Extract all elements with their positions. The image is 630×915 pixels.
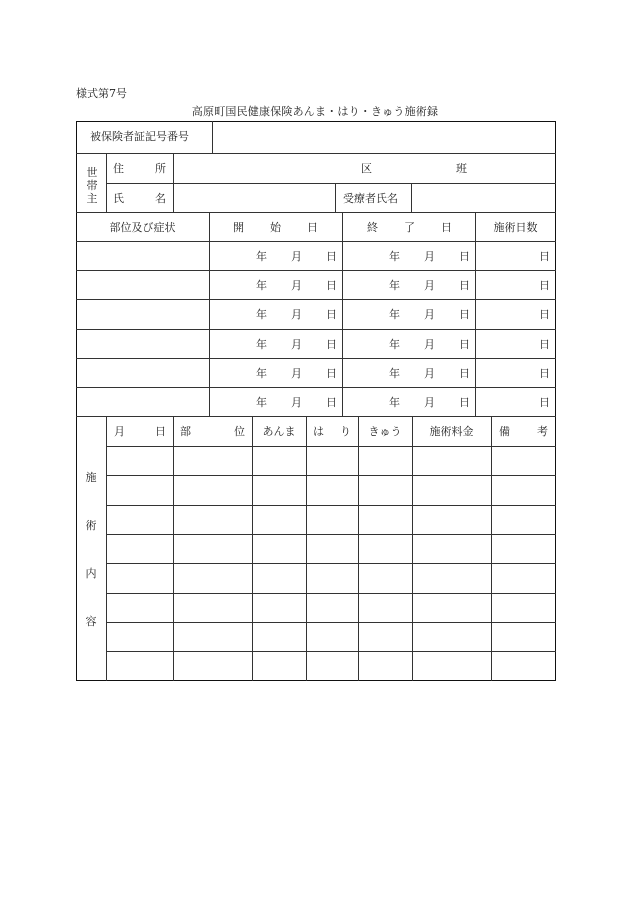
treatment-cell[interactable] [307, 447, 357, 474]
insured-number-label: 被保険者証記号番号 [90, 130, 189, 143]
end-date-header [367, 222, 452, 233]
treatment-cell[interactable] [359, 652, 411, 680]
start-date-header-char: 開 [233, 221, 244, 234]
treatment-cell[interactable] [253, 506, 305, 533]
end-year-unit: 年 [389, 308, 400, 321]
end-day-unit: 日 [459, 308, 470, 321]
rule-vertical [106, 153, 107, 212]
fee-header: 施術料金 [429, 425, 474, 438]
rule-vertical [335, 183, 336, 212]
rule-vertical [475, 212, 476, 416]
start-day-unit: 日 [326, 250, 337, 263]
householder-label: 世 [86, 166, 98, 179]
treatment-cell[interactable] [174, 564, 251, 592]
start-year-unit: 年 [256, 250, 267, 263]
start-date-header-char: 始 [270, 221, 281, 234]
start-day-unit: 日 [326, 279, 337, 292]
treatment-cell[interactable] [359, 594, 411, 621]
end-date-header-char: 終 [367, 221, 378, 234]
month-day-header-char: 日 [155, 425, 166, 438]
treatment-cell[interactable] [253, 652, 305, 680]
treatment-cell[interactable] [307, 535, 357, 562]
start-date-header [233, 222, 318, 233]
rule-vertical [411, 183, 412, 212]
householder-label: 帯 [86, 179, 98, 192]
start-month-unit: 月 [291, 338, 302, 351]
insured-number-field[interactable] [213, 122, 555, 152]
treatment-cell[interactable] [413, 535, 490, 562]
start-month-unit: 月 [291, 396, 302, 409]
name-label [113, 193, 166, 204]
rule-horizontal [76, 299, 556, 300]
start-day-unit: 日 [326, 367, 337, 380]
name-label-char: 氏 [113, 192, 124, 205]
month-day-header [114, 426, 166, 437]
rule-horizontal [76, 387, 556, 388]
hari-header-char: は [313, 425, 324, 438]
start-year-unit: 年 [256, 338, 267, 351]
end-day-unit: 日 [459, 338, 470, 351]
site-header-char: 位 [234, 425, 245, 438]
days-unit: 日 [539, 367, 550, 380]
end-month-unit: 月 [424, 367, 435, 380]
treatment-cell[interactable] [107, 623, 172, 650]
treatment-cell[interactable] [307, 594, 357, 621]
rule-horizontal [76, 270, 556, 271]
end-date-header-char: 日 [441, 221, 452, 234]
end-day-unit: 日 [459, 396, 470, 409]
treatment-cell[interactable] [359, 535, 411, 562]
end-day-unit: 日 [459, 367, 470, 380]
start-day-unit: 日 [326, 308, 337, 321]
treatment-cell[interactable] [492, 506, 555, 533]
treatment-content-label: 施 [85, 471, 97, 484]
end-year-unit: 年 [389, 250, 400, 263]
treatment-cell[interactable] [174, 476, 251, 504]
treatment-cell[interactable] [413, 623, 490, 650]
start-month-unit: 月 [291, 367, 302, 380]
treatment-cell[interactable] [492, 535, 555, 562]
treatment-cell[interactable] [307, 564, 357, 592]
rule-horizontal [76, 329, 556, 330]
remarks-header-char: 考 [537, 425, 548, 438]
treatment-cell[interactable] [413, 476, 490, 504]
group-label: 班 [456, 162, 467, 175]
treatment-cell[interactable] [413, 506, 490, 533]
treatment-cell[interactable] [253, 535, 305, 562]
end-month-unit: 月 [424, 338, 435, 351]
end-year-unit: 年 [389, 338, 400, 351]
treatment-cell[interactable] [253, 623, 305, 650]
treatment-cell[interactable] [359, 564, 411, 592]
treatment-cell[interactable] [107, 535, 172, 562]
anma-header: あんま [262, 425, 296, 438]
rule-horizontal [76, 241, 556, 242]
treatment-cell[interactable] [107, 564, 172, 592]
treatment-cell[interactable] [253, 447, 305, 474]
symptom-header: 部位及び症状 [109, 221, 176, 234]
ward-label: 区 [361, 162, 372, 175]
treatment-cell[interactable] [253, 564, 305, 592]
start-day-unit: 日 [326, 338, 337, 351]
treatment-cell[interactable] [492, 476, 555, 504]
treatment-cell[interactable] [307, 476, 357, 504]
rule-horizontal [76, 212, 556, 213]
end-month-unit: 月 [424, 396, 435, 409]
form-title: 高原町国民健康保険あんま・はり・きゅう施術録 [191, 105, 439, 118]
rule-horizontal [76, 358, 556, 359]
end-year-unit: 年 [389, 279, 400, 292]
treatment-days-header: 施術日数 [493, 221, 538, 234]
days-unit: 日 [539, 338, 550, 351]
treatment-cell[interactable] [174, 447, 251, 474]
treatment-cell[interactable] [359, 623, 411, 650]
end-year-unit: 年 [389, 367, 400, 380]
name-label-char: 名 [155, 192, 166, 205]
end-month-unit: 月 [424, 279, 435, 292]
treatment-cell[interactable] [107, 476, 172, 504]
householder-label: 主 [86, 192, 98, 205]
treatment-cell[interactable] [492, 447, 555, 474]
treatment-cell[interactable] [307, 623, 357, 650]
treatment-cell[interactable] [107, 652, 172, 680]
days-unit: 日 [539, 250, 550, 263]
rule-vertical [173, 153, 174, 212]
remarks-header [499, 426, 548, 437]
hari-header [313, 426, 351, 437]
treatment-cell[interactable] [359, 476, 411, 504]
treatment-cell[interactable] [107, 594, 172, 621]
kyu-header: きゅう [368, 425, 402, 438]
form-number: 様式第7号 [76, 87, 127, 100]
address-label-char: 住 [113, 162, 124, 175]
address-label [113, 163, 166, 174]
remarks-header-char: 備 [499, 425, 510, 438]
end-month-unit: 月 [424, 308, 435, 321]
site-header [180, 426, 245, 437]
start-day-unit: 日 [326, 396, 337, 409]
treatment-cell[interactable] [174, 652, 251, 680]
address-label-char: 所 [155, 162, 166, 175]
treatment-cell[interactable] [253, 476, 305, 504]
treatment-cell[interactable] [253, 594, 305, 621]
rule-horizontal [76, 153, 556, 154]
treatment-cell[interactable] [492, 564, 555, 592]
days-unit: 日 [539, 396, 550, 409]
start-month-unit: 月 [291, 308, 302, 321]
rule-vertical [209, 212, 210, 416]
treatment-cell[interactable] [492, 652, 555, 680]
start-year-unit: 年 [256, 367, 267, 380]
end-date-header-char: 了 [404, 221, 415, 234]
days-unit: 日 [539, 308, 550, 321]
start-year-unit: 年 [256, 279, 267, 292]
start-month-unit: 月 [291, 279, 302, 292]
start-year-unit: 年 [256, 308, 267, 321]
treatment-content-label: 術 [85, 519, 97, 532]
start-month-unit: 月 [291, 250, 302, 263]
treatment-cell[interactable] [174, 594, 251, 621]
treatment-cell[interactable] [107, 506, 172, 533]
month-day-header-char: 月 [114, 425, 125, 438]
end-day-unit: 日 [459, 250, 470, 263]
treatment-content-label: 内 [85, 567, 97, 580]
end-month-unit: 月 [424, 250, 435, 263]
treatment-cell[interactable] [492, 594, 555, 621]
treatment-cell[interactable] [174, 623, 251, 650]
treatment-cell[interactable] [359, 506, 411, 533]
treatment-content-label: 容 [85, 615, 97, 628]
treatment-cell[interactable] [413, 652, 490, 680]
treatment-cell[interactable] [307, 506, 357, 533]
treatment-cell[interactable] [174, 506, 251, 533]
end-day-unit: 日 [459, 279, 470, 292]
site-header-char: 部 [180, 425, 191, 438]
treatment-cell[interactable] [413, 594, 490, 621]
rule-vertical [342, 212, 343, 416]
treatment-cell[interactable] [413, 564, 490, 592]
treatment-cell[interactable] [492, 623, 555, 650]
start-year-unit: 年 [256, 396, 267, 409]
rule-horizontal [76, 416, 556, 417]
days-unit: 日 [539, 279, 550, 292]
end-year-unit: 年 [389, 396, 400, 409]
treatment-cell[interactable] [174, 535, 251, 562]
treatment-cell[interactable] [307, 652, 357, 680]
treatment-cell[interactable] [413, 447, 490, 474]
start-date-header-char: 日 [307, 221, 318, 234]
hari-header-char: り [340, 425, 351, 438]
treatment-cell[interactable] [359, 447, 411, 474]
treatment-cell[interactable] [107, 447, 172, 474]
patient-name-label: 受療者氏名 [343, 192, 398, 205]
